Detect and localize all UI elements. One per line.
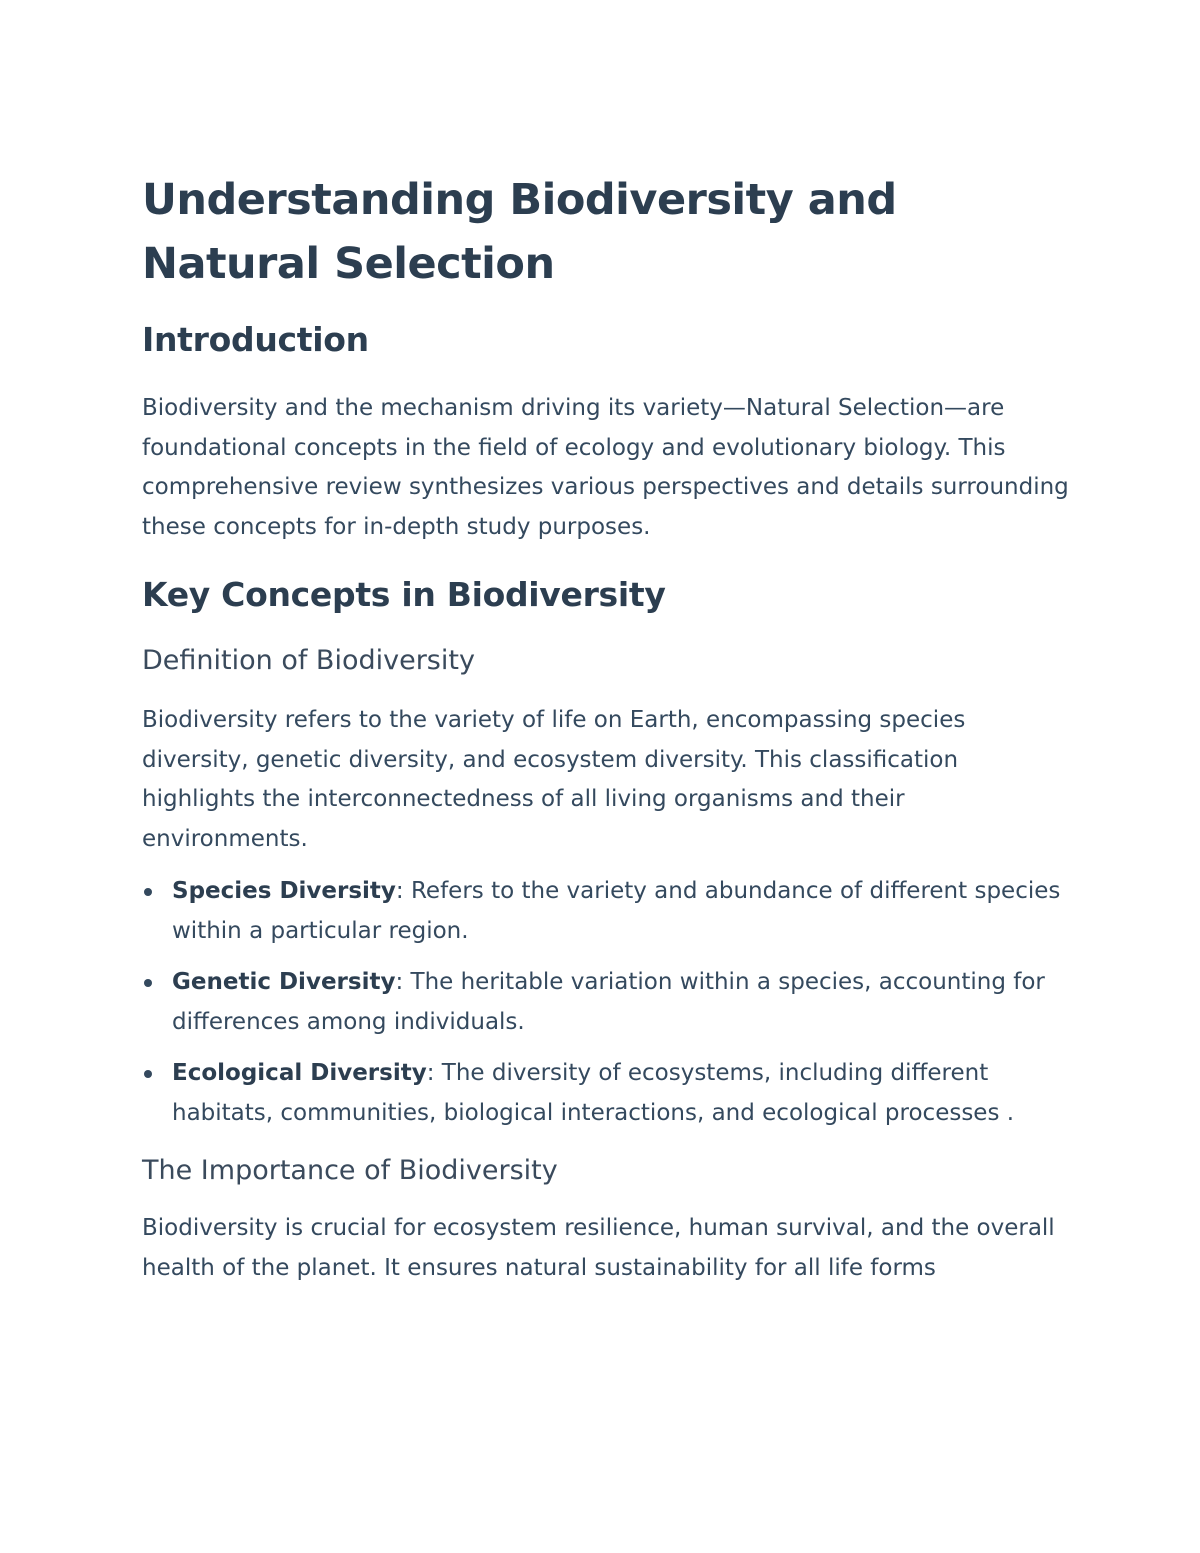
document-title: Understanding Biodiversity and Natural Selection xyxy=(142,175,897,289)
list-item xyxy=(142,1054,1072,1133)
diversity-types-list xyxy=(142,872,1072,1133)
section-heading-introduction: Introduction xyxy=(142,320,369,359)
definition-paragraph: Biodiversity refers to the variety of life on Earth, encompassing species diversity, genetic diversity, and ecosystem diversity. This classification highlights the interconnectedness of all living organisms and their environments. xyxy=(142,707,966,852)
list-item-text: : Refers to the variety and abundance of different species within a particular region. xyxy=(172,878,1061,944)
list-item-term: Species Diversity xyxy=(172,878,396,904)
subsection-heading-definition: Definition of Biodiversity xyxy=(142,645,475,676)
bullet-icon xyxy=(144,979,152,987)
list-item-text: : The diversity of ecosystems, including different habitats, communities, biological interactions, and ecological processes . xyxy=(172,1060,1015,1126)
subsection-heading-importance: The Importance of Biodiversity xyxy=(142,1155,558,1186)
importance-paragraph: Biodiversity is crucial for ecosystem resilience, human survival, and the overall health of the planet. It ensures natural sustainability for all life forms xyxy=(142,1215,1055,1281)
introduction-paragraph: Biodiversity and the mechanism driving its variety—Natural Selection—are foundational concepts in the field of ecology and evolutionary biology. This comprehensive review synthesizes various perspectives and details surrounding these concepts for in-depth study purposes. xyxy=(142,395,1069,540)
section-heading-key-concepts: Key Concepts in Biodiversity xyxy=(142,575,666,614)
list-item-term: Ecological Diversity xyxy=(172,1060,427,1086)
list-item-text: : The heritable variation within a species, accounting for differences among individuals. xyxy=(172,969,1045,1035)
bullet-icon xyxy=(144,888,152,896)
list-item xyxy=(142,963,1072,1042)
document-page xyxy=(142,168,1072,1288)
bullet-icon xyxy=(144,1070,152,1078)
list-item-term: Genetic Diversity xyxy=(172,969,396,995)
list-item xyxy=(142,872,1072,951)
